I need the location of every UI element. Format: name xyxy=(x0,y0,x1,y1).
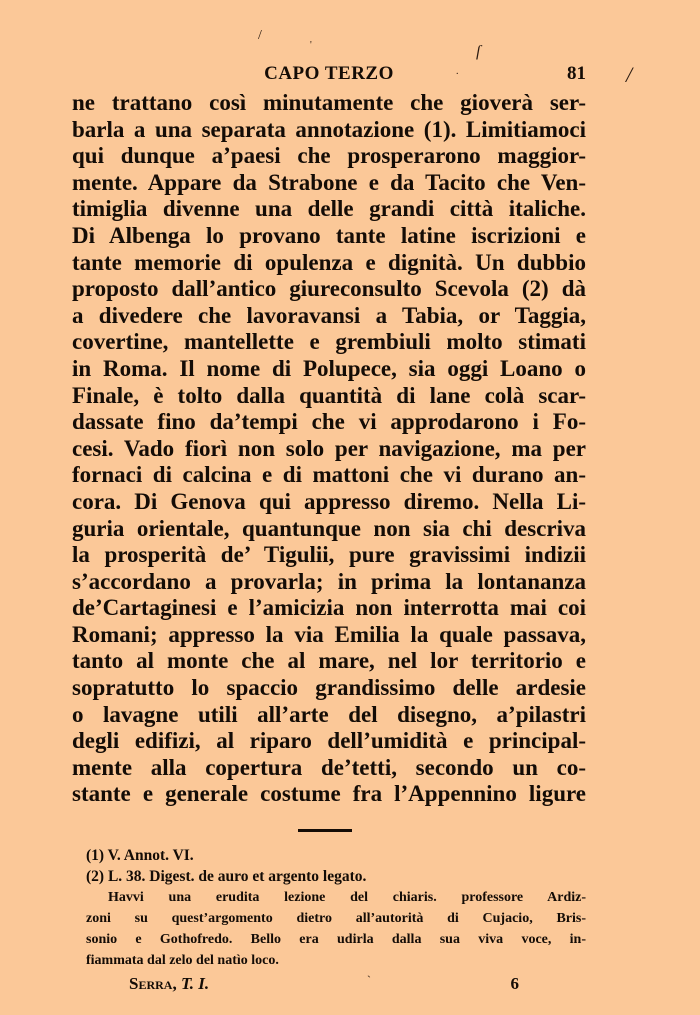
margin-mark-top-right: ſ xyxy=(476,43,481,60)
text-line: dassate fino da’tempi che vi approdarono i Fo- xyxy=(72,409,586,435)
text-line: a divedere che lavoravansi a Tabia, or Taggia, xyxy=(72,302,586,328)
text-line: guria orientale, quantunque non sia chi descriva xyxy=(72,515,586,541)
text-line: o lavagne utili all’arte del disegno, a’pilastri xyxy=(72,701,586,727)
text-line: mente alla copertura de’tetti, secondo un co- xyxy=(72,754,586,780)
text-line: tante memorie di opulenza e dignità. Un dubbio xyxy=(72,249,586,275)
margin-mark-right: / xyxy=(626,62,633,87)
footnote-1: (1) V. Annot. VI. xyxy=(86,847,194,864)
text-line: ne trattano così minutamente che gioverà ser- xyxy=(72,90,586,115)
footnote-2-line: sonio e Gothofredo. Bello era udirla dalla sua viva voce, in- xyxy=(86,932,586,947)
text-line: stante e generale costume fra l’Appennino ligure xyxy=(72,781,586,807)
footnote-divider xyxy=(298,829,352,832)
text-line: fornaci di calcina e di mattoni che vi durano an- xyxy=(72,462,586,488)
footnote-2-line: fiammata dal zelo del natìo loco. xyxy=(86,953,279,968)
text-line: cora. Di Genova qui appresso diremo. Nella Li- xyxy=(72,488,586,514)
text-line: barla a una separata annotazione (1). Limitiamoci xyxy=(72,116,586,142)
body-text xyxy=(72,90,586,808)
text-line: Romani; appresso la via Emilia la quale passava, xyxy=(72,621,586,647)
text-line: degli edifizi, al riparo dell’umidità e principal- xyxy=(72,728,586,754)
text-line: cesi. Vado fiorì non solo per navigazione, ma per xyxy=(72,435,586,461)
footnote-2: (2) L. 38. Digest. de auro et argento legato. xyxy=(86,868,367,885)
margin-mark-dot: . xyxy=(456,66,459,77)
footnotes xyxy=(86,845,586,971)
signature-volume: T. I. xyxy=(180,974,210,993)
footer-mark: ` xyxy=(367,973,371,987)
text-line: de’Cartaginesi e l’amicizia non interrotta mai coi xyxy=(72,595,586,621)
footnote-2-line: Havvi una erudita lezione del chiaris. professore Ardiz- xyxy=(108,890,586,905)
text-line: covertine, mantellette e grembiuli molto stimati xyxy=(72,329,586,355)
text-line: s’accordano a provarla; in prima la lontananza xyxy=(72,568,586,594)
page-number: 81 xyxy=(567,63,586,84)
text-line: Finale, è tolto dalla quantità di lane colà scar- xyxy=(72,382,586,408)
margin-mark-top-left: / xyxy=(258,28,262,43)
text-line: qui dunque a’paesi che prosperarono maggior- xyxy=(72,143,586,169)
footnote-2-line: zoni su quest’argomento dietro all’autorità di Cujacio, Bris- xyxy=(86,911,586,926)
margin-mark-top-middle: ' xyxy=(310,40,312,51)
text-line: timiglia divenne una delle grandi città italiche. xyxy=(72,196,586,222)
text-line: tanto al monte che al mare, nel lor territorio e xyxy=(72,648,586,674)
signature-name: Serra xyxy=(129,974,173,993)
page-header xyxy=(72,60,586,88)
page-footer xyxy=(129,971,529,997)
text-line: Di Albenga lo provano tante latine iscrizioni e xyxy=(72,222,586,248)
text-line: mente. Appare da Strabone e da Tacito che Ven- xyxy=(72,169,586,195)
running-head: CAPO TERZO xyxy=(264,63,394,84)
signature-mark: 6 xyxy=(510,974,519,993)
text-line: la prosperità de’ Tigulii, pure gravissimi indizii xyxy=(72,542,586,568)
text-line: proposto dall’antico giureconsulto Scevola (2) dà xyxy=(72,276,586,302)
text-line: sopratutto lo spaccio grandissimo delle ardesie xyxy=(72,675,586,701)
printer-signature: Serra, T. I. xyxy=(129,974,210,993)
text-line: in Roma. Il nome di Polupece, sia oggi Loano o xyxy=(72,355,586,381)
